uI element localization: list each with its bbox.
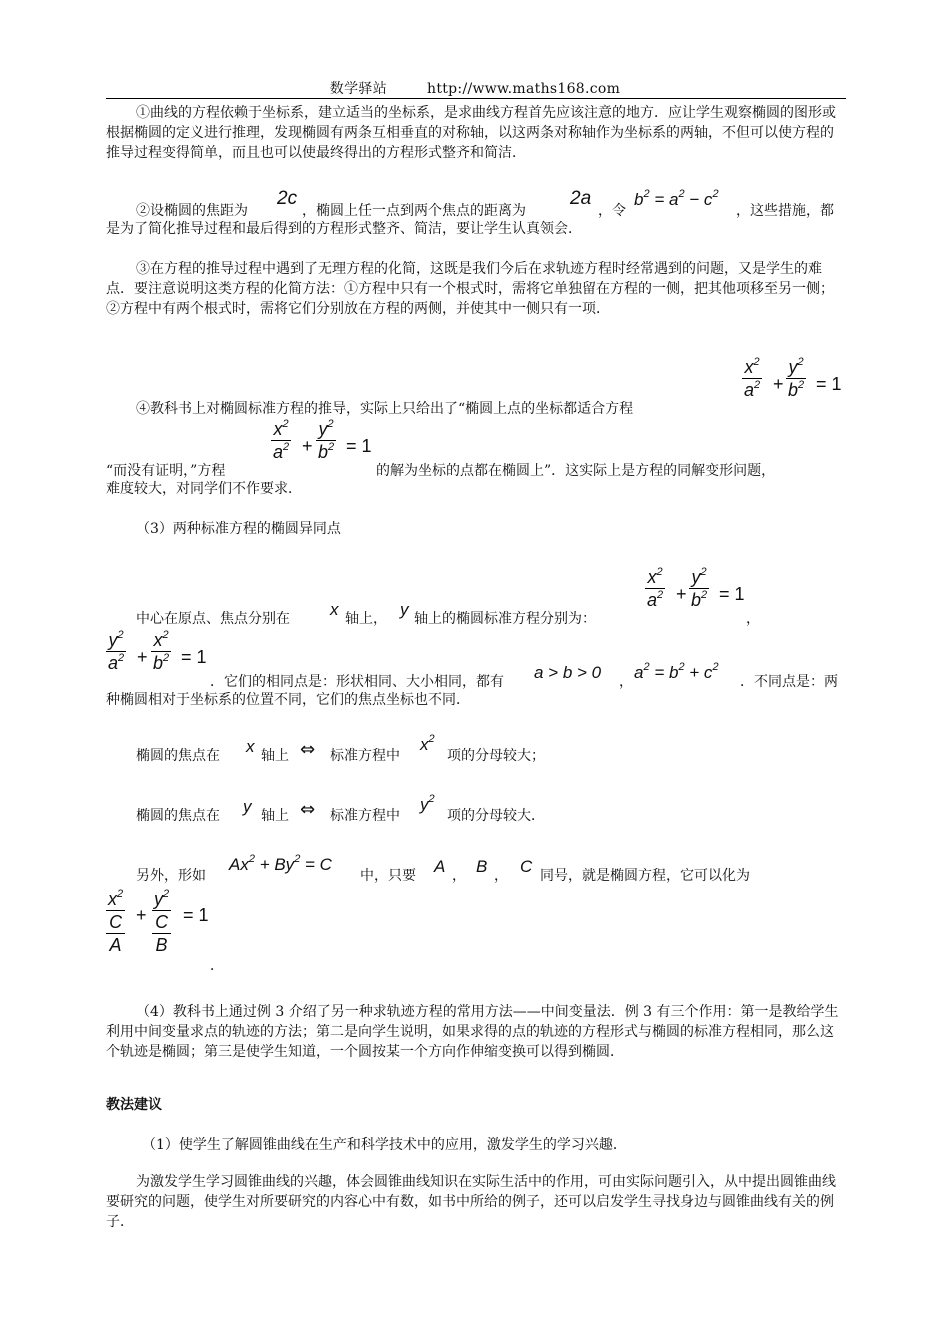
p6-text-6: ， xyxy=(619,674,633,690)
section-title: 教法建议 xyxy=(106,1097,162,1113)
site-name: 数学驿站 xyxy=(329,81,387,97)
math-A: A xyxy=(434,857,446,876)
p7-text-4: 项的分母较大； xyxy=(447,748,545,764)
math-a-gt-b-gt-0: a > b > 0 xyxy=(534,663,602,682)
math-x2: $x^2$ xyxy=(420,733,435,754)
iff-symbol-2: ⇔ xyxy=(300,799,316,820)
math-y: y xyxy=(400,600,409,619)
ellipse-eq-frac-y-2: $y^2$ $b^2$ xyxy=(318,418,335,462)
paragraph-5: 为激发学生学习圆锥曲线的兴趣，体会圆锥曲线知识在实际生活中的作用，可由实际问题引入，从中提出圆锥曲线要研究的问题，使学生对所要研究的内容心中有数，如书中所给的例子，还可以启发学生寻找身边与圆锥曲线有关的例子． xyxy=(106,1174,836,1230)
p2-text-line2: 是为了简化推导过程和最后得到的方程形式整齐、简洁，要让学生认真领会． xyxy=(106,221,582,237)
std-eq-y-frac-y: $y^2$ $a^2$ xyxy=(108,629,125,673)
eq-one: = 1 xyxy=(816,374,842,394)
reduced-eq-frac-y: $y^2$ C B xyxy=(154,888,170,955)
math-x: x xyxy=(330,600,339,619)
plus-sign-4: + xyxy=(137,647,148,667)
math-2a: 2a xyxy=(570,188,592,209)
plus-sign: + xyxy=(773,374,784,394)
p6-text-2: 轴上， xyxy=(345,611,387,627)
p9-text-3: 同号，就是椭圆方程，它可以化为 xyxy=(540,868,750,884)
p4-text-3: 的解为坐标的点都在椭圆上”．这实际上是方程的同解变形问题， xyxy=(376,463,776,479)
p7-text-3: 标准方程中 xyxy=(330,748,400,764)
p6-text-line3: 种椭圆相对于坐标系的位置不同，它们的焦点坐标也不同． xyxy=(106,692,470,708)
ellipse-eq-frac-y: $y^2$ $b^2$ xyxy=(788,356,805,400)
math-B: B xyxy=(476,857,488,876)
p9-comma-2: ， xyxy=(494,868,508,884)
p2-text-4: ，这些措施，都 xyxy=(736,203,834,219)
p8-text-1: 椭圆的焦点在 xyxy=(136,808,220,824)
paragraph-3: ③在方程的推导过程中遇到了无理方程的化简，这既是我们今后在求轨迹方程时经常遇到的问题，又是学生的难点．要注意说明这类方程的化简方法：①方程中只有一个根式时，需将它单独留在方程的一侧，把其他项移至另一侧；②方程中有两个根式时，需将它们分别放在方程的两侧，并使其中一侧只有一项． xyxy=(106,261,834,317)
math-y2: $y^2$ xyxy=(420,793,435,814)
site-url[interactable]: http://www.maths168.com xyxy=(427,81,621,97)
p9-comma-1: ， xyxy=(452,868,466,884)
std-eq-x-frac-x: $x^2$ $a^2$ xyxy=(647,566,664,610)
math-C: C xyxy=(520,857,533,876)
p2-text-2: ，椭圆上任一点到两个焦点的距离为 xyxy=(302,203,526,219)
eq-one-3: = 1 xyxy=(719,584,745,604)
std-eq-y-frac-x: $x^2$ $b^2$ xyxy=(153,629,170,673)
math-2c: 2c xyxy=(277,188,298,209)
subheading-3: （3）两种标准方程的椭圆异同点 xyxy=(136,521,341,537)
ellipse-eq-frac-x-2: $x^2$ $a^2$ xyxy=(273,418,290,462)
plus-sign-5: + xyxy=(136,905,147,925)
math-x-2: x xyxy=(246,737,255,756)
p6-text-5: ．它们的相同点是：形状相同、大小相同，都有 xyxy=(210,674,504,690)
p8-text-4: 项的分母较大． xyxy=(447,808,545,824)
math-y-2: y xyxy=(243,797,252,816)
eq-one-2: = 1 xyxy=(346,436,372,456)
std-eq-x-frac-y: $y^2$ $b^2$ xyxy=(691,566,708,610)
suggestion-1: （1）使学生了解圆锥曲线在生产和科学技术中的应用，激发学生的学习兴趣． xyxy=(142,1137,627,1153)
p7-text-1: 椭圆的焦点在 xyxy=(136,748,220,764)
p6-text-7: ．不同点是：两 xyxy=(740,674,838,690)
plus-sign-3: + xyxy=(676,584,687,604)
p6-text-4: ， xyxy=(746,611,760,627)
paragraph-1: ①曲线的方程依赖于坐标系，建立适当的坐标系，是求曲线方程首先应该注意的地方．应让学生观察椭圆的图形或根据椭圆的定义进行推理，发现椭圆有两条互相垂直的对称轴，以这两条对称轴作为坐标系的两轴，不但可以使方程的推导过程变得简单，而且也可以使最终得出的方程形式整齐和简洁． xyxy=(106,105,836,161)
paragraph-4: （4）教科书上通过例 3 介绍了另一种求轨迹方程的常用方法——中间变量法．例 3 有三个作用：第一是教给学生利用中间变量求点的轨迹的方法；第二是向学生说明，如果求得的点的轨迹的方程形式与椭圆的标准方程相同，那么这个轨迹是椭圆；第三是使学生知道，一个圆按某一个方向作伸缩变换可以得到椭圆． xyxy=(106,1004,839,1060)
plus-sign-2: + xyxy=(302,436,313,456)
iff-symbol: ⇔ xyxy=(300,739,316,760)
reduced-eq-frac-x: $x^2$ C A xyxy=(108,888,124,955)
p2-text-1: ②设椭圆的焦距为 xyxy=(136,203,248,219)
eq-one-5: = 1 xyxy=(183,905,209,925)
p7-text-2: 轴上 xyxy=(261,748,289,764)
p4-text-4: 难度较大，对同学们不作要求． xyxy=(106,481,302,497)
eq-one-4: = 1 xyxy=(181,647,207,667)
ellipse-eq-frac-x: $x^2$ $a^2$ xyxy=(744,356,761,400)
p4-text-2: “而没有证明，”方程 xyxy=(106,463,226,479)
p6-text-1: 中心在原点、焦点分别在 xyxy=(136,611,290,627)
p4-text-1: ④教科书上对椭圆标准方程的推导，实际上只给出了“椭圆上点的坐标都适合方程 xyxy=(136,401,634,417)
p8-text-3: 标准方程中 xyxy=(330,808,400,824)
math-general-eq: $Ax^2 + By^2 = C$ xyxy=(229,853,332,874)
p9-text-1: 另外，形如 xyxy=(136,868,206,884)
p8-text-2: 轴上 xyxy=(261,808,289,824)
math-b2-eq: $b^2 = a^2 - c^2$ xyxy=(634,188,719,209)
page-header xyxy=(0,78,950,98)
p9-end: ． xyxy=(210,958,224,974)
header-rule xyxy=(106,98,846,99)
p6-text-3: 轴上的椭圆标准方程分别为： xyxy=(414,611,596,627)
math-a2-eq: $a^2 = b^2 + c^2$ xyxy=(634,661,719,682)
p2-text-3: ，令 xyxy=(598,203,626,219)
p9-text-2: 中，只要 xyxy=(360,868,416,884)
